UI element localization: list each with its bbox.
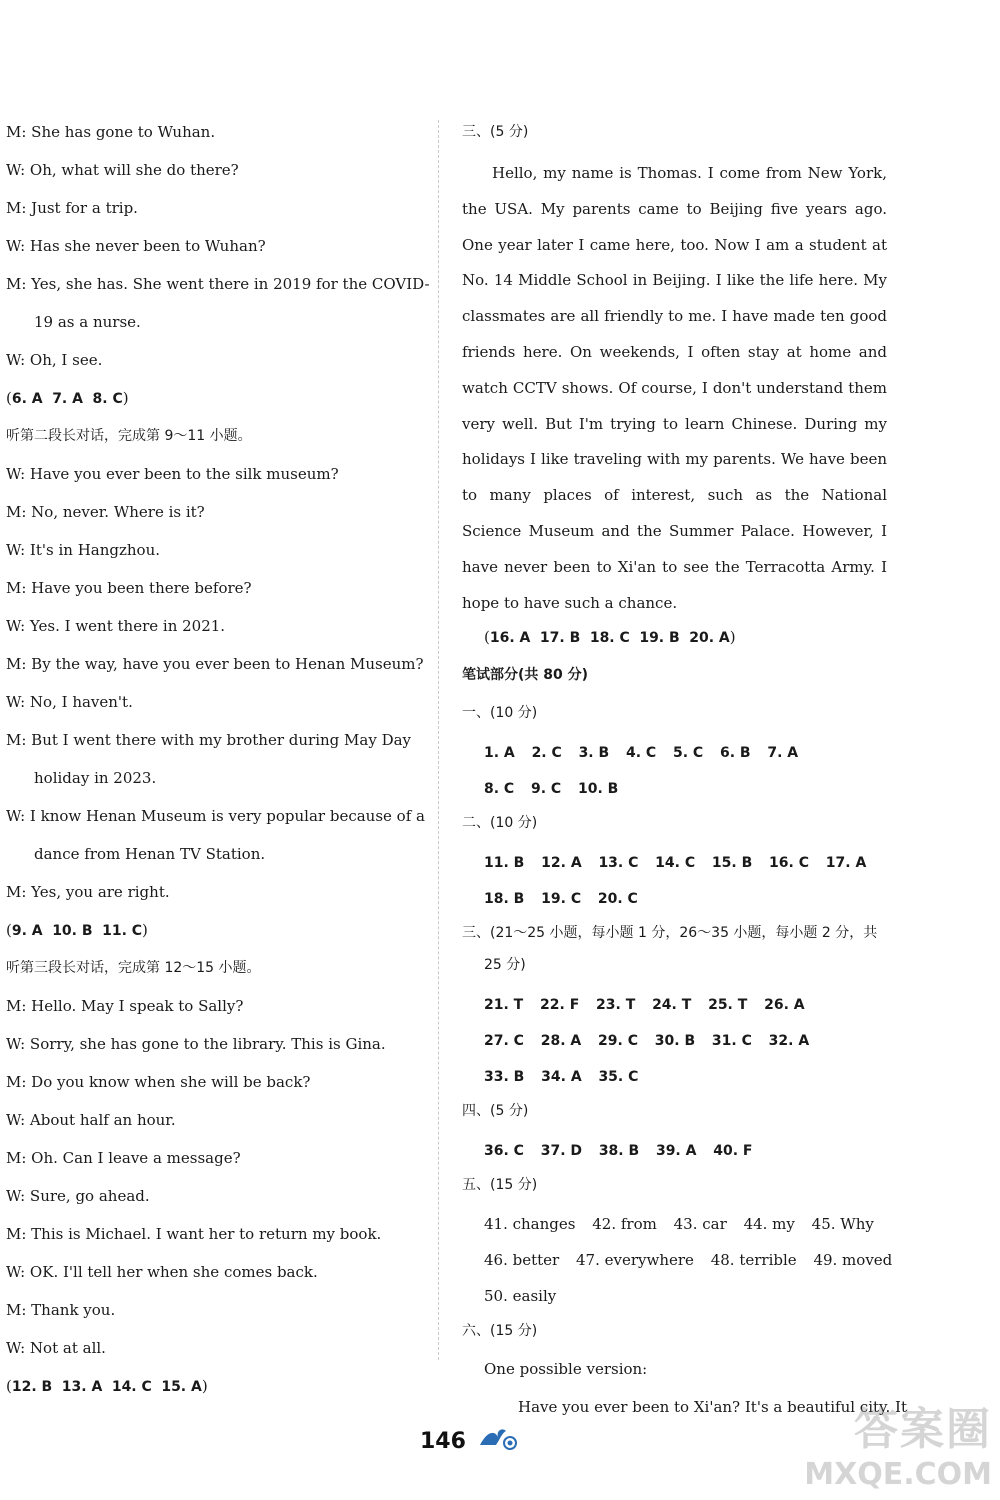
written-part-heading: 笔试部分(共 80 分) [462, 667, 589, 684]
column-divider [438, 120, 439, 1360]
section-heading: 三、(21～25 小题，每小题 1 分，26～35 小题，每小题 2 分，共 [462, 925, 878, 942]
answer-row [462, 847, 887, 883]
watermark [804, 1393, 992, 1492]
reading-passage [462, 156, 887, 621]
dialogue-line: M: Hello. May I speak to Sally? [6, 997, 244, 1015]
answer: 14. C [655, 855, 696, 872]
answer: 18. B [484, 891, 525, 908]
answer: 22. F [540, 997, 580, 1014]
answer: 4. C [625, 745, 657, 762]
answer: 10. B [578, 781, 619, 798]
answer-row [462, 773, 887, 809]
answer: 20. C [597, 891, 638, 908]
answer: 20. A [689, 630, 730, 647]
section-heading: 一、(10 分) [462, 705, 538, 722]
answer: 29. C [598, 1033, 638, 1050]
dialogue-line: M: Do you know when she will be back? [6, 1073, 311, 1091]
answer-row [462, 1281, 887, 1317]
answer: 35. C [598, 1069, 639, 1086]
left-column [6, 118, 430, 1410]
dialogue-line: M: Just for a trip. [6, 199, 138, 217]
answer: 30. B [654, 1033, 696, 1050]
answer-row [462, 1209, 887, 1245]
answer: 16. C [769, 855, 809, 872]
answer: 42. from [592, 1215, 657, 1234]
answer: 48. terrible [710, 1251, 797, 1270]
dialogue-line: M: Have you been there before? [6, 579, 252, 597]
dialogue-line: M: Yes, she has. She went there in 2019 for the COVID- [6, 275, 430, 293]
watermark-en: MXQE.COM [804, 1457, 992, 1492]
dialogue-line: 19 as a nurse. [34, 313, 141, 331]
answer: 3. B [578, 745, 610, 762]
section-heading-cont: 25 分) [484, 957, 526, 974]
dialogue-line: W: About half an hour. [6, 1111, 176, 1129]
dialogue-line: W: It's in Hangzhou. [6, 541, 161, 559]
answer: 1. A [484, 745, 515, 762]
section-heading: 听第三段长对话，完成第 12～15 小题。 [6, 960, 261, 976]
answer: 28. A [540, 1033, 582, 1050]
answer-row [462, 1061, 887, 1097]
answer: 19. C [541, 891, 582, 908]
dialogue-line: M: Yes, you are right. [6, 883, 170, 901]
answer: 39. A [655, 1143, 697, 1160]
answer: 16. A [489, 630, 531, 647]
answer: 47. everywhere [576, 1251, 694, 1270]
answer: 17. A [825, 855, 867, 872]
dialogue-line: W: Oh, I see. [6, 351, 103, 369]
answer: 36. C [484, 1143, 524, 1160]
answer: 9. C [531, 781, 562, 798]
answer: 14. C [111, 1379, 152, 1395]
dialogue-line: M: By the way, have you ever been to Henan Museum? [6, 655, 424, 673]
dialogue-line: M: Oh. Can I leave a message? [6, 1149, 241, 1167]
answer: 8. C [92, 391, 123, 407]
dialogue-line: holiday in 2023. [34, 769, 157, 787]
answer: 6. A [11, 391, 43, 407]
passage-answers: (16. A 17. B 18. C 19. B 20. A) [484, 628, 736, 647]
section-heading: 听第二段长对话，完成第 9～11 小题。 [6, 428, 252, 444]
answer: 27. C [484, 1033, 524, 1050]
answers-summary-1: (6. A 7. A 8. C) [6, 389, 129, 407]
section-heading: 二、(10 分) [462, 815, 538, 832]
sample-text: Have you ever been to Xi'an? It's a beautiful city. It [518, 1398, 908, 1417]
dialogue-line: W: Not at all. [6, 1339, 106, 1357]
dialogue-line: M: No, never. Where is it? [6, 503, 205, 521]
answer: 23. T [596, 997, 636, 1014]
answer: 13. C [598, 855, 639, 872]
answer: 15. B [711, 855, 753, 872]
dialogue-line: W: Sure, go ahead. [6, 1187, 150, 1205]
answer: 2. C [531, 745, 562, 762]
dialogue-3 [6, 992, 421, 1372]
answer: 26. A [764, 997, 805, 1014]
answer: 31. C [711, 1033, 752, 1050]
answer: 37. D [540, 1143, 583, 1160]
answer: 17. B [539, 630, 581, 647]
dialogue-line: W: Have you ever been to the silk museum? [6, 465, 339, 483]
dialogue-2 [6, 460, 425, 916]
dialogue-line: W: Sorry, she has gone to the library. This is Gina. [6, 1035, 386, 1053]
dialogue-line: W: Has she never been to Wuhan? [6, 237, 266, 255]
answers-summary-3: (12. B 13. A 14. C 15. A) [6, 1377, 208, 1395]
dialogue-line: M: She has gone to Wuhan. [6, 123, 216, 141]
answer: 50. easily [484, 1287, 557, 1306]
answer-row [462, 989, 887, 1025]
answer: 43. car [673, 1215, 727, 1234]
answer: 38. B [598, 1143, 640, 1160]
page-number: 146 [420, 1428, 466, 1454]
answer: 8. C [484, 781, 515, 798]
answer: 32. A [768, 1033, 810, 1050]
dialogue-line: W: Oh, what will she do there? [6, 161, 239, 179]
answer-row [462, 1135, 887, 1171]
answer-row [462, 1245, 893, 1281]
answer: 46. better [484, 1251, 560, 1270]
dialogue-1 [6, 118, 430, 384]
answer: 44. my [743, 1215, 795, 1234]
watermark-cn: 答案圈 [854, 1404, 992, 1455]
answer: 34. A [541, 1069, 582, 1086]
dialogue-line: W: OK. I'll tell her when she comes back. [6, 1263, 318, 1281]
dialogue-line: W: I know Henan Museum is very popular because of a [6, 807, 425, 825]
answer: 41. changes [484, 1215, 576, 1234]
answer: 13. A [61, 1379, 103, 1395]
answer: 45. Why [811, 1215, 874, 1234]
answer: 49. moved [813, 1251, 893, 1270]
answer-row [462, 883, 887, 919]
dialogue-line: W: Yes. I went there in 2021. [6, 617, 226, 635]
dialogue-line: dance from Henan TV Station. [34, 845, 266, 863]
answer: 11. B [484, 855, 525, 872]
answer: 12. B [11, 1379, 53, 1395]
answer: 21. T [484, 997, 524, 1014]
answer: 24. T [652, 997, 692, 1014]
answer-row [462, 737, 887, 773]
dialogue-line: M: But I went there with my brother during May Day [6, 731, 412, 749]
answers-summary-2: (9. A 10. B 11. C) [6, 921, 148, 939]
page-footer [420, 1425, 520, 1457]
section-heading: 六、(15 分) [462, 1323, 538, 1340]
section-heading: 四、(5 分) [462, 1103, 529, 1120]
dialogue-line: W: No, I haven't. [6, 693, 133, 711]
answer: 40. F [713, 1143, 753, 1160]
answer: 5. C [672, 745, 704, 762]
answer: 6. B [719, 745, 751, 762]
answer: 12. A [541, 855, 582, 872]
right-column [462, 118, 908, 1431]
answer: 9. A [11, 923, 43, 939]
answer: 7. A [52, 391, 83, 407]
answer: 33. B [484, 1069, 525, 1086]
section-heading: 三、(5 分) [462, 124, 529, 140]
dialogue-line: M: This is Michael. I want her to return my book. [6, 1225, 382, 1243]
dialogue-line: M: Thank you. [6, 1301, 116, 1319]
answer: 25. T [708, 997, 748, 1014]
answer: 18. C [589, 630, 630, 647]
answer: 11. C [102, 923, 143, 939]
sample-label: One possible version: [484, 1360, 648, 1379]
answer: 19. B [639, 630, 680, 647]
answer: 7. A [767, 745, 799, 762]
answer: 10. B [52, 923, 93, 939]
passage-text: Hello, my name is Thomas. I come from New York, the USA. My parents came to Beijing five years ago. One year later I came here, too. Now I am a student at No. 14 Middle School in Beijing. I like the life here. My classmates are all friendly to me. I have made ten good friends here. On weekends, I often stay at home and watch CCTV shows. Of course, I don't understand them very well. But I'm trying to learn Chinese. During my holidays I like traveling with my parents. We have been to many places of interest, such as the National Science Museum and the Summer Palace. However, I have never been to Xi'an to see the Terracotta Army. I hope to have such a chance. [462, 164, 887, 612]
answer: 15. A [161, 1379, 202, 1395]
bird-logo-icon [476, 1425, 520, 1457]
section-heading: 五、(15 分) [462, 1177, 538, 1194]
answer-row [462, 1025, 887, 1061]
